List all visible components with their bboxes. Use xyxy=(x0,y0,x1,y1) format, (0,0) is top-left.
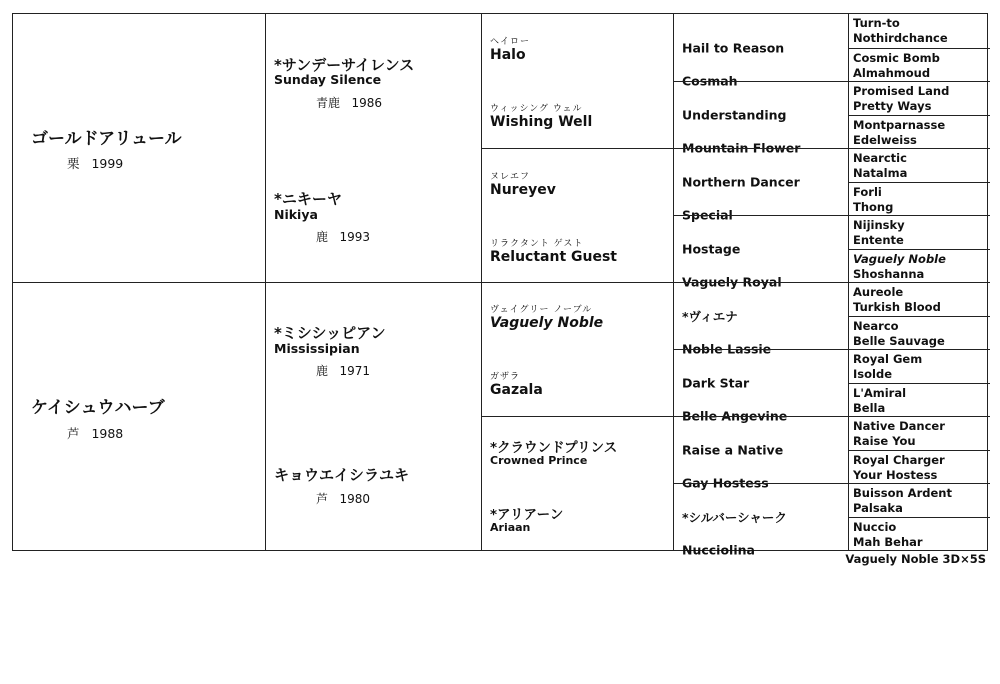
gen3-kana: ヘイロー xyxy=(490,37,531,47)
pedigree-table xyxy=(12,13,988,558)
gen2-coat: 鹿 xyxy=(316,230,329,244)
gen2-jp-name: *ミシシッピアン xyxy=(274,324,386,342)
gen3-kana: ヴェイグリー ノーブル xyxy=(490,305,593,315)
gen5-sire: L'Amiral xyxy=(853,385,907,400)
sire-coat-year xyxy=(67,154,123,172)
gen4-name: Dark Star xyxy=(682,375,750,391)
gen3-kana: ヌレエフ xyxy=(490,172,531,182)
gen5-dam: Belle Sauvage xyxy=(853,333,945,348)
generation-3-column xyxy=(481,14,674,550)
gen3-kana: リラクタント ゲスト xyxy=(490,239,584,249)
gen3-en-name: Wishing Well xyxy=(490,114,593,130)
gen3-en-name: Nureyev xyxy=(490,182,556,198)
gen3-cell xyxy=(482,14,674,148)
gen5-sire: Nearco xyxy=(853,318,899,333)
gen3-kana: ウィッシング ウェル xyxy=(490,104,583,114)
gen5-cell xyxy=(849,282,990,316)
gen5-dam: Palsaka xyxy=(853,501,903,515)
gen2-year: 1980 xyxy=(339,492,371,506)
gen2-year: 1986 xyxy=(351,96,383,110)
gen3-en-name-inbred: Vaguely Noble xyxy=(490,315,604,331)
gen3-en-name: Gazala xyxy=(490,382,543,398)
gen2-en-name: Mississipian xyxy=(274,341,360,356)
dam-year: 1988 xyxy=(91,426,124,441)
gen5-dam: Turkish Blood xyxy=(853,300,941,314)
gen5-cell xyxy=(849,14,990,48)
gen5-dam: Nothirdchance xyxy=(853,31,948,45)
gen5-cell xyxy=(849,416,990,450)
gen4-name: Belle Angevine xyxy=(682,408,788,424)
gen5-dam: Natalma xyxy=(853,166,908,180)
gen2-coat: 青鹿 xyxy=(316,96,341,110)
gen5-sire: Royal Gem xyxy=(853,352,923,366)
gen5-cell xyxy=(849,249,990,283)
gen4-name: Gay Hostess xyxy=(682,475,769,491)
gen2-coat-year xyxy=(316,362,370,379)
gen2-year: 1971 xyxy=(339,364,371,378)
gen5-sire: Aureole xyxy=(853,285,904,299)
dam-cell xyxy=(13,282,265,550)
gen2-coat-year xyxy=(316,228,370,245)
gen5-dam: Entente xyxy=(853,233,904,247)
gen5-dam: Raise You xyxy=(853,434,916,448)
gen5-cell xyxy=(849,349,990,383)
gen5-dam: Your Hostess xyxy=(853,467,938,482)
gen4-name: Nucciolina xyxy=(682,542,755,558)
gen5-cell xyxy=(849,483,990,517)
gen2-jp-name: *サンデーサイレンス xyxy=(274,56,415,74)
gen5-cell xyxy=(849,316,990,350)
generation-1-column xyxy=(13,14,265,550)
gen5-dam: Isolde xyxy=(853,367,892,381)
gen5-dam: Almahmoud xyxy=(853,65,931,80)
gen3-cell xyxy=(482,282,674,416)
gen3-jp-name: *クラウンドプリンス xyxy=(490,440,618,456)
gen5-cell xyxy=(849,148,990,182)
dam-coat-year xyxy=(67,424,123,442)
gen4-name: Vaguely Royal xyxy=(682,274,782,290)
gen5-sire: Native Dancer xyxy=(853,419,945,433)
gen5-cell xyxy=(849,182,990,216)
sire-cell xyxy=(13,14,265,282)
gen4-name: Special xyxy=(682,207,733,223)
gen2-jp-name: *ニキーヤ xyxy=(274,190,342,208)
sire-name: ゴールドアリュール xyxy=(31,129,182,149)
gen5-sire: Turn-to xyxy=(853,16,900,30)
gen4-name: Noble Lassie xyxy=(682,341,772,357)
generation-4-column xyxy=(673,14,849,558)
gen5-dam: Thong xyxy=(853,199,894,214)
gen5-dam: Bella xyxy=(853,400,886,415)
gen3-jp-name: *アリアーン xyxy=(490,507,564,523)
gen2-coat: 芦 xyxy=(316,492,329,506)
gen4-name: Mountain Flower xyxy=(682,140,801,156)
sire-year: 1999 xyxy=(91,156,124,171)
gen5-sire: Montparnasse xyxy=(853,117,946,132)
gen4-cell xyxy=(674,517,849,584)
gen5-sire: Buisson Ardent xyxy=(853,486,952,500)
gen4-name: Understanding xyxy=(682,107,787,123)
gen2-coat: 鹿 xyxy=(316,364,329,378)
gen4-name: Cosmah xyxy=(682,73,738,89)
gen5-cell xyxy=(849,48,990,82)
gen5-cell xyxy=(849,450,990,484)
gen4-name: *ヴィエナ xyxy=(682,309,738,324)
gen5-dam: Edelweiss xyxy=(853,132,917,147)
gen5-sire: Promised Land xyxy=(853,84,950,98)
gen5-sire: Forli xyxy=(853,184,882,199)
generation-2-column xyxy=(265,14,482,550)
gen2-en-name: Nikiya xyxy=(274,207,318,222)
gen3-cell xyxy=(482,148,674,282)
dam-coat: 芦 xyxy=(67,426,80,441)
gen5-dam: Mah Behar xyxy=(853,534,923,549)
gen3-cell xyxy=(482,416,674,550)
gen5-sire: Cosmic Bomb xyxy=(853,50,940,65)
gen3-en-name: Ariaan xyxy=(490,521,531,534)
gen4-name: Raise a Native xyxy=(682,442,784,458)
gen4-name: Hail to Reason xyxy=(682,40,785,55)
sire-coat: 栗 xyxy=(67,156,80,171)
gen3-en-name: Reluctant Guest xyxy=(490,249,617,265)
gen5-sire: Royal Charger xyxy=(853,452,945,467)
gen5-dam: Shoshanna xyxy=(853,266,925,281)
dam-name: ケイシュウハーブ xyxy=(31,398,165,418)
gen4-name: Hostage xyxy=(682,241,741,257)
gen5-sire: Nuccio xyxy=(853,519,897,534)
gen5-cell xyxy=(849,517,990,551)
gen3-en-name: Crowned Prince xyxy=(490,454,588,467)
gen5-dam: Pretty Ways xyxy=(853,99,932,113)
gen5-sire-inbred: Vaguely Noble xyxy=(853,251,946,266)
gen2-jp-name: キョウエイシラユキ xyxy=(274,466,410,484)
gen5-cell xyxy=(849,215,990,249)
gen2-coat-year xyxy=(316,94,382,111)
gen2-en-name: Sunday Silence xyxy=(274,72,382,87)
gen2-year: 1993 xyxy=(339,230,371,244)
gen5-sire: Nijinsky xyxy=(853,218,905,232)
gen3-kana: ガザラ xyxy=(490,372,521,382)
gen5-cell xyxy=(849,81,990,115)
generation-5-column xyxy=(848,14,990,550)
gen5-cell xyxy=(849,383,990,417)
gen2-coat-year xyxy=(316,490,370,507)
gen5-sire: Nearctic xyxy=(853,151,907,165)
gen3-en-name: Halo xyxy=(490,47,526,63)
gen2-cell xyxy=(266,416,482,684)
gen4-name: Northern Dancer xyxy=(682,174,800,190)
gen5-cell xyxy=(849,115,990,149)
gen4-name: *シルバーシャーク xyxy=(682,510,787,525)
inbreeding-note: Vaguely Noble 3D×5S xyxy=(845,552,986,566)
